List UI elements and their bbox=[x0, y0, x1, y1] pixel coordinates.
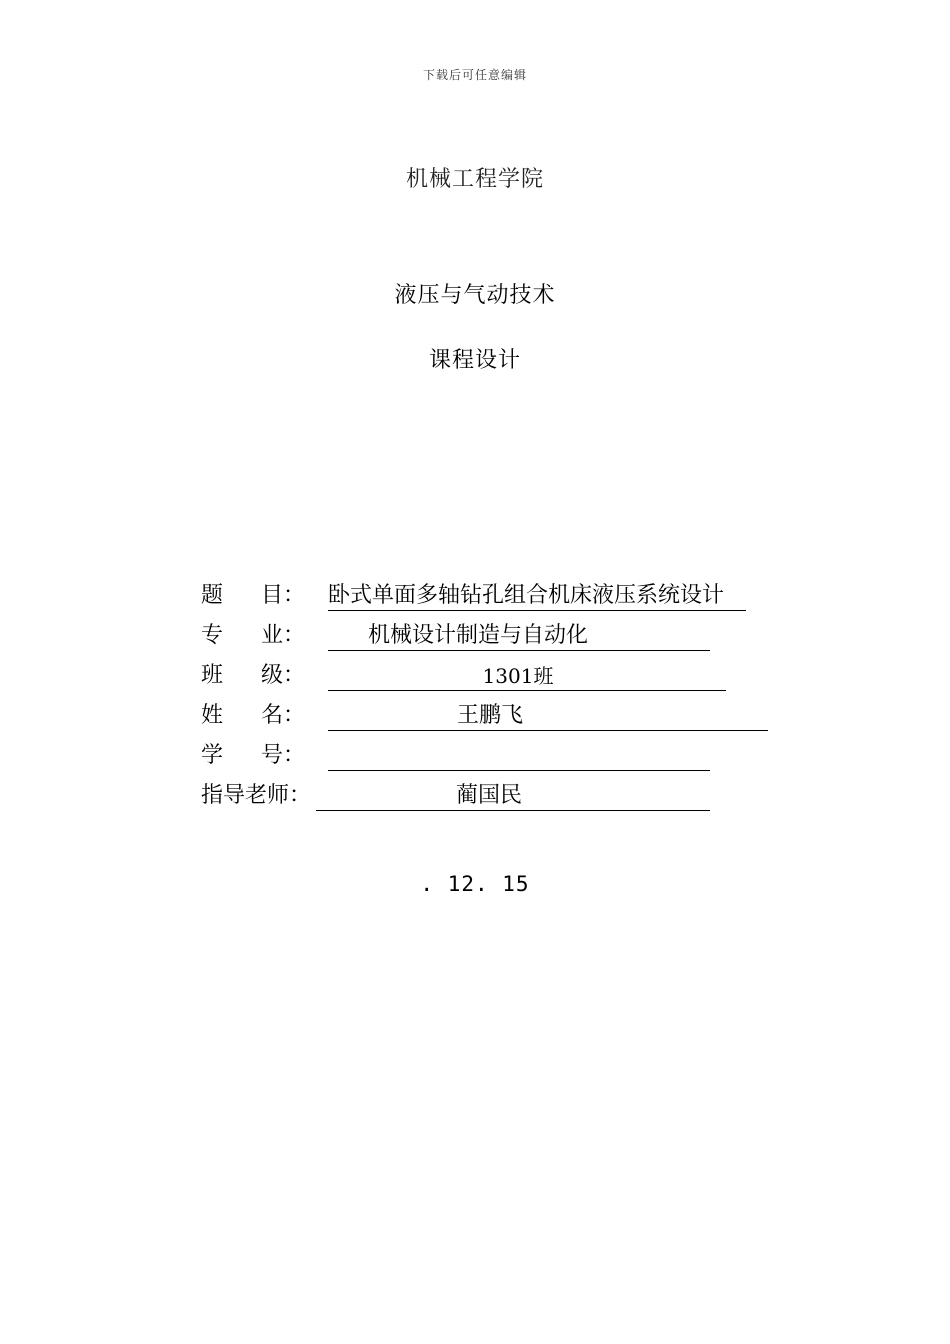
student-id-label bbox=[201, 743, 305, 769]
topic-underline bbox=[328, 610, 746, 611]
class-label-char-2: 级： bbox=[260, 663, 305, 688]
topic-label bbox=[201, 583, 305, 609]
class-value: 1301班 bbox=[482, 664, 554, 688]
name-label-char-1: 姓 bbox=[201, 703, 224, 728]
name-label bbox=[201, 703, 305, 729]
student-id-label-char-1: 学 bbox=[201, 743, 224, 768]
class-label bbox=[201, 663, 305, 689]
major-row bbox=[0, 618, 950, 658]
name-underline bbox=[328, 730, 768, 731]
name-row bbox=[0, 698, 950, 738]
advisor-underline bbox=[316, 810, 710, 811]
school-name: 机械工程学院 bbox=[405, 167, 544, 192]
major-label bbox=[201, 623, 305, 649]
major-underline bbox=[328, 650, 710, 651]
date-text: . 12. 15 bbox=[420, 872, 530, 896]
major-label-char-1: 专 bbox=[201, 623, 224, 648]
topic-row bbox=[0, 578, 950, 618]
header-note: 下载后可任意编辑 bbox=[422, 68, 527, 82]
student-id-row bbox=[0, 738, 950, 778]
student-id-underline bbox=[328, 770, 710, 771]
name-value: 王鹏飞 bbox=[456, 703, 523, 728]
advisor-label: 指导老师： bbox=[201, 783, 312, 808]
class-underline bbox=[328, 690, 726, 691]
student-id-label-char-2: 号： bbox=[260, 743, 305, 768]
major-label-char-2: 业： bbox=[260, 623, 305, 648]
course-title: 液压与气动技术 bbox=[394, 283, 556, 308]
class-label-char-1: 班 bbox=[201, 663, 224, 688]
name-label-char-2: 名： bbox=[260, 703, 305, 728]
advisor-row bbox=[0, 778, 950, 818]
topic-label-char-1: 题 bbox=[201, 583, 224, 608]
major-value: 机械设计制造与自动化 bbox=[367, 623, 588, 648]
topic-label-char-2: 目： bbox=[260, 583, 305, 608]
design-subtitle: 课程设计 bbox=[428, 348, 521, 373]
topic-value: 卧式单面多轴钻孔组合机床液压系统设计 bbox=[328, 583, 725, 608]
advisor-value: 蔺国民 bbox=[455, 783, 522, 808]
class-row bbox=[0, 658, 950, 698]
